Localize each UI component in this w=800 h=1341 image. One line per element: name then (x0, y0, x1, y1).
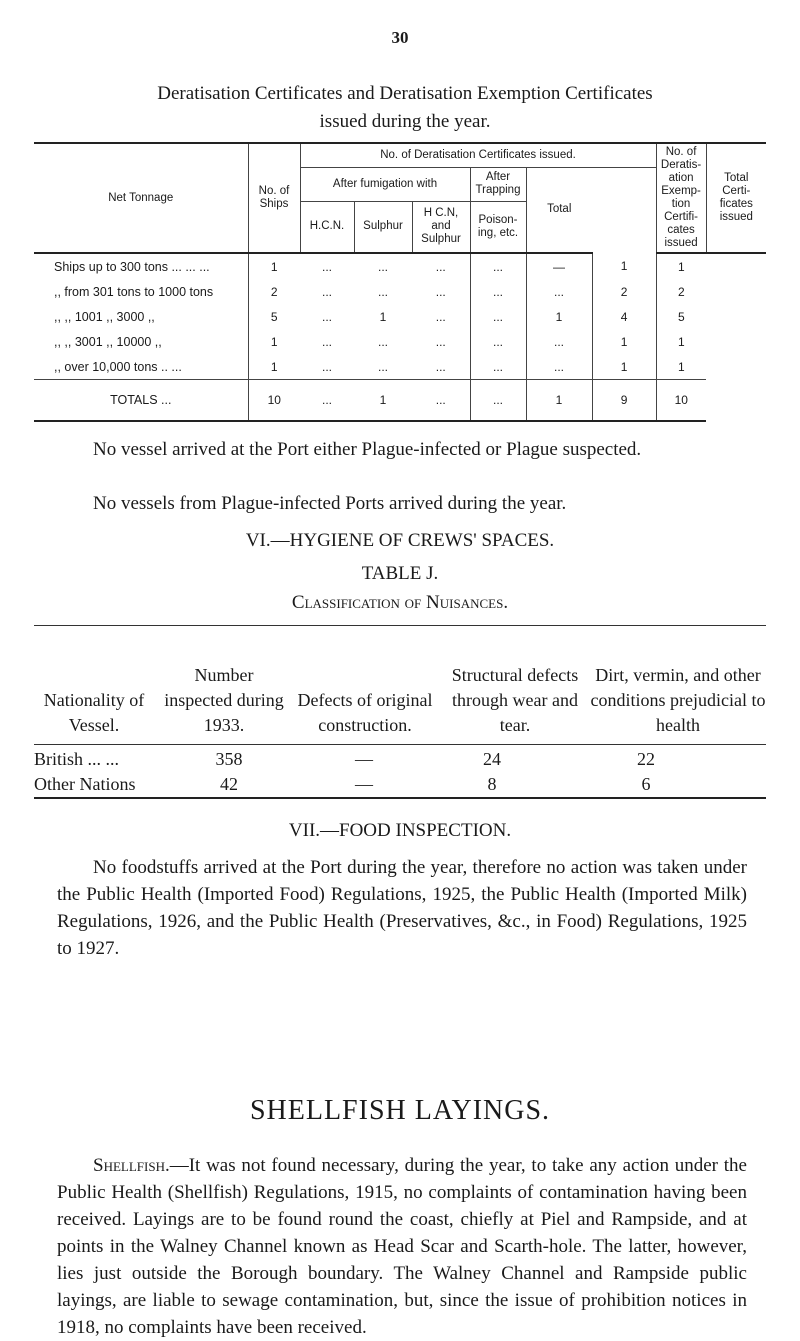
cell-total-certs: 1 (656, 329, 706, 354)
col-nationality: Nationality of Vessel. (43, 690, 145, 735)
col-structural-defects: Structural defects through wear and tear. (451, 665, 579, 735)
row-label: ,, over 10,000 tons .. ... (34, 354, 248, 380)
totals-row (34, 380, 766, 422)
cell-poisoning: ... (470, 354, 526, 380)
cell-structural: 8 (487, 774, 497, 794)
table-row (34, 279, 766, 304)
cell-total-certs: 1 (656, 354, 706, 380)
cell-sulphur: ... (377, 259, 388, 274)
page-number: 30 (391, 28, 409, 47)
cell-hcn-sulphur: ... (435, 334, 446, 349)
row-label: Ships up to 300 tons ... ... ... (54, 259, 210, 274)
cell-number: 358 (215, 749, 243, 769)
cell-sulphur: ... (354, 354, 412, 380)
cell-total-certs: 2 (656, 279, 706, 304)
cell-hcn: ... (300, 354, 354, 380)
cell-sulphur: ... (377, 334, 388, 349)
row-label: ,, ,, 1001 ,, 3000 ,, (54, 309, 155, 324)
cell-ships: 5 (248, 304, 300, 329)
total-sulphur: 1 (354, 380, 412, 422)
nuisances-table (34, 625, 766, 799)
cell-ships: 2 (248, 279, 300, 304)
total-total: 1 (526, 380, 592, 422)
cell-dirt: 22 (637, 749, 655, 769)
table-row (34, 253, 766, 279)
cell-total: 1 (526, 304, 592, 329)
cell-poisoning: ... (470, 304, 526, 329)
cell-hcn-sulphur: ... (435, 309, 446, 324)
col-total: Total (526, 167, 592, 253)
cell-poisoning: ... (470, 329, 526, 354)
cell-exemption: 1 (592, 354, 656, 380)
col-hcn-sulphur: H C.N, and Sulphur (412, 201, 470, 253)
cell-total: ... (526, 279, 592, 304)
total-exemption: 9 (592, 380, 656, 422)
row-label: ,, from 301 tons to 1000 tons (54, 284, 214, 299)
title-line-2: issued during the year. (319, 111, 491, 132)
shellfish-paragraph (57, 1152, 747, 1341)
cell-exemption: 1 (592, 253, 656, 279)
col-dirt-vermin: Dirt, vermin, and other conditions prejudicial to health (590, 665, 766, 735)
cell-defects: — (355, 749, 373, 769)
row-label: ,, ,, 3001 ,, 10000 ,, (54, 334, 162, 349)
cell-sulphur: 1 (379, 309, 387, 324)
table-row (34, 354, 766, 380)
cell-structural: 24 (483, 749, 501, 769)
title-line-1: Deratisation Certificates and Deratisation Exemption Certificates (157, 83, 653, 104)
total-hcn-sulphur: ... (412, 380, 470, 422)
row-nationality: Other Nations (34, 774, 136, 794)
col-sulphur: Sulphur (354, 201, 412, 253)
col-after-fumigation: After fumigation with (300, 167, 470, 201)
deratisation-table (34, 142, 766, 422)
food-paragraph: No foodstuffs arrived at the Port during the year, therefore no action was taken under the Public Health (Imported Food) Regulations, 1925, the Public Health (Imported Milk) Regulations, 1926, and the Public Health (Preservatives, &c., in Food) Regulations, 1925 to 1927. (57, 857, 747, 959)
cell-ships: 1 (248, 329, 300, 354)
col-defects-original: Defects of original construction. (297, 690, 433, 735)
table-row (34, 772, 766, 799)
col-exemption-certs: No. of Deratis-ation Exemp-tion Certifi-cates issued (656, 143, 706, 253)
table-j-title: Classification of Nuisances. (291, 592, 509, 613)
total-ships: 10 (248, 380, 300, 422)
cell-exemption: 2 (592, 279, 656, 304)
table-row (34, 747, 766, 772)
col-hcn: H.C.N. (300, 201, 354, 253)
cell-hcn: ... (321, 284, 332, 299)
section-7-heading: VII.—FOOD INSPECTION. (288, 820, 512, 841)
col-total-certs: Total Certi-ficates issued (706, 143, 766, 253)
total-hcn: ... (300, 380, 354, 422)
cell-total: ... (526, 329, 592, 354)
total-poisoning: ... (470, 380, 526, 422)
table-j-label: TABLE J. (361, 563, 439, 584)
col-poisoning: Poison-ing, etc. (470, 201, 526, 253)
col-net-tonnage: Net Tonnage (34, 143, 248, 253)
col-number-inspected: Number inspected during 1933. (164, 665, 284, 735)
col-after-trapping: After Trapping (470, 167, 526, 201)
cell-ships: 1 (248, 253, 300, 279)
cell-hcn: ... (321, 334, 332, 349)
cell-total-certs: 1 (656, 253, 706, 279)
shellfish-lead: Shellfish. (93, 1155, 170, 1176)
cell-sulphur: ... (377, 284, 388, 299)
deratisation-table-container (34, 142, 766, 422)
cell-total: — (526, 253, 592, 279)
cell-hcn-sulphur: ... (435, 259, 446, 274)
row-nationality: British ... ... (34, 749, 120, 769)
table-row (34, 304, 766, 329)
section-6-heading: VI.—HYGIENE OF CREWS' SPACES. (245, 530, 555, 551)
total-certs: 10 (656, 380, 706, 422)
cell-total: ... (526, 354, 592, 380)
cell-hcn-sulphur: ... (412, 354, 470, 380)
nuisances-table-header (34, 626, 766, 745)
col-deratisation-certs: No. of Deratisation Certificates issued. (300, 143, 656, 167)
cell-defects: — (355, 774, 373, 794)
cell-dirt: 6 (641, 774, 651, 794)
cell-total-certs: 5 (656, 304, 706, 329)
document-title (60, 80, 750, 136)
cell-poisoning: ... (470, 253, 526, 279)
cell-poisoning: ... (470, 279, 526, 304)
cell-hcn-sulphur: ... (435, 284, 446, 299)
shellfish-body: —It was not found necessary, during the year, to take any action under the Public Health (Shellfish) Regulations, 1915, no complaints of contamination having been received. Layings are to be found round the coast, chiefly at Piel and Rampside, and at points in the Walney Channel known as Head Scar and Scarth-hole. The latter, however, lies just outside the Borough boundary. The Walney Channel and Rampside public layings, are liable to sewage contamination, but, since the issue of prohibition notices in 1918, no complaints have been received. (57, 1155, 747, 1338)
totals-label: TOTALS ... (34, 380, 248, 422)
plague-paragraph-1: No vessel arrived at the Port either Plague-infected or Plague suspected. (93, 439, 642, 460)
col-no-of-ships: No. of Ships (248, 143, 300, 253)
cell-exemption: 4 (592, 304, 656, 329)
cell-exemption: 1 (592, 329, 656, 354)
cell-ships: 1 (248, 354, 300, 380)
cell-hcn: ... (321, 259, 332, 274)
cell-hcn: ... (321, 309, 332, 324)
shellfish-heading: SHELLFISH LAYINGS. (249, 1095, 551, 1126)
table-row (34, 329, 766, 354)
plague-paragraph-2: No vessels from Plague-infected Ports arrived during the year. (93, 493, 567, 514)
cell-number: 42 (220, 774, 238, 794)
